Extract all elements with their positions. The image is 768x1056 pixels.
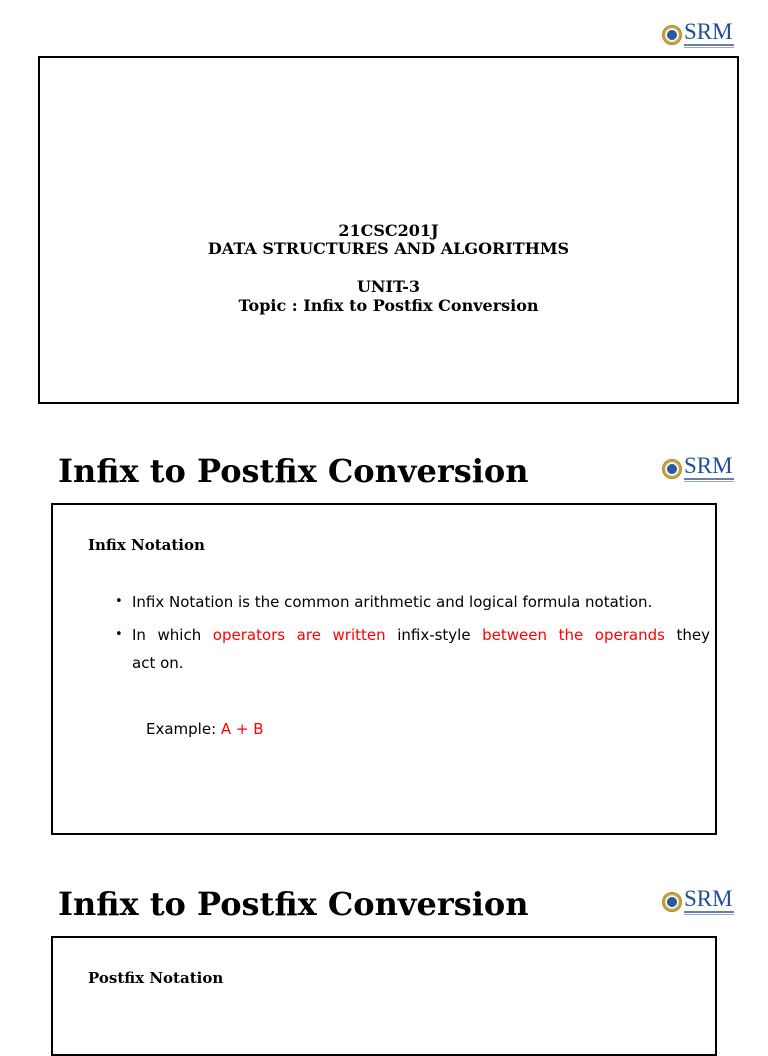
bullet-text: Infix Notation is the common arithmetic and logical formula notation.	[132, 593, 653, 611]
section-subheading: Postfix Notation	[88, 969, 224, 987]
slide-heading: Infix to Postfix Conversion	[58, 452, 529, 490]
bullet-text	[132, 626, 710, 644]
logo-subtext-line	[684, 914, 734, 915]
highlight-text: operators are written	[212, 626, 386, 644]
unit-label: UNIT-3	[356, 277, 421, 296]
course-name: DATA STRUCTURES AND ALGORITHMS	[207, 239, 570, 258]
srm-logo-text: SRM	[684, 453, 733, 478]
course-code: 21CSC201J	[338, 221, 439, 240]
bullet-text-part: In which	[132, 626, 213, 644]
srm-logo	[662, 886, 734, 915]
srm-logo-text: SRM	[684, 886, 733, 911]
logo-subtext-line	[684, 47, 734, 48]
highlight-text: between the operands	[482, 626, 665, 644]
topic-label: Topic : Infix to Postfix Conversion	[238, 296, 539, 315]
example-label: Example:	[146, 720, 221, 738]
bullet-text-part: they	[664, 626, 710, 644]
bullet-icon: •	[115, 627, 123, 642]
srm-seal-icon	[662, 459, 682, 479]
logo-subtext-line	[684, 44, 734, 46]
bullet-icon: •	[115, 594, 123, 609]
logo-subtext-line	[684, 481, 734, 482]
srm-logo	[662, 453, 734, 482]
srm-seal-icon	[662, 25, 682, 45]
content-slide	[51, 936, 717, 1056]
example-line	[146, 720, 264, 738]
logo-subtext-line	[684, 478, 734, 480]
slide-heading: Infix to Postfix Conversion	[58, 885, 529, 923]
title-slide	[38, 56, 739, 404]
srm-logo-text: SRM	[684, 19, 733, 44]
content-slide	[51, 503, 717, 835]
bullet-text-continued: act on.	[132, 654, 184, 672]
srm-seal-icon	[662, 892, 682, 912]
logo-subtext-line	[684, 911, 734, 913]
section-subheading: Infix Notation	[88, 536, 205, 554]
example-value: A + B	[220, 720, 264, 738]
bullet-text-part: infix-style	[385, 626, 483, 644]
srm-logo	[662, 19, 734, 48]
